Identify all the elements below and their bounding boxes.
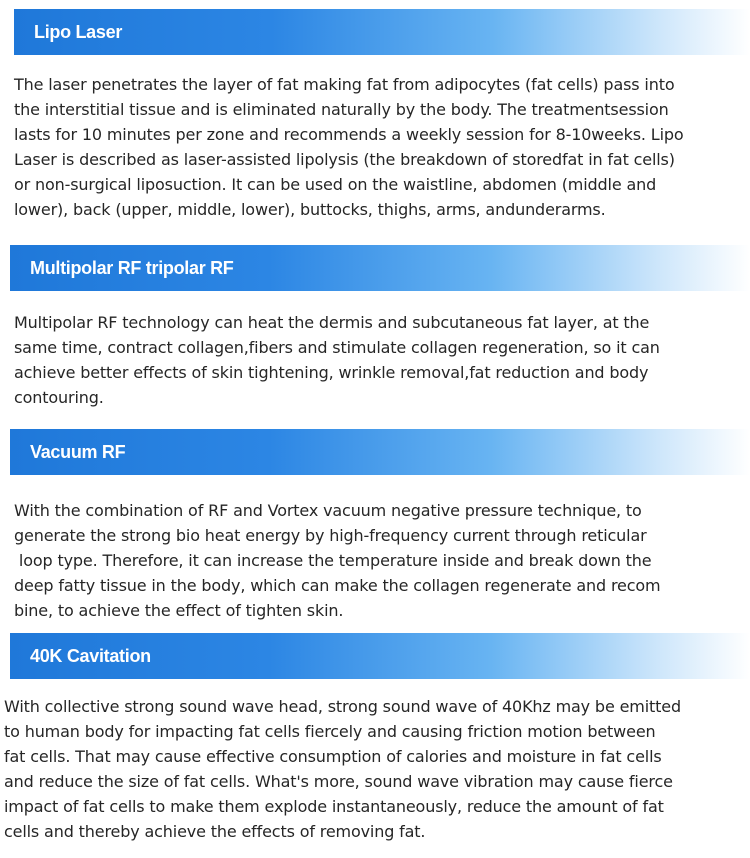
text-line: Laser is described as laser-assisted lipolysis (the breakdown of storedfat in fat cells) (14, 150, 675, 169)
text-line: With the combination of RF and Vortex vacuum negative pressure technique, to (14, 501, 642, 520)
section-banner-lipo-laser (14, 9, 750, 55)
section-banner-40k-cavitation (10, 633, 750, 679)
text-line: same time, contract collagen,fibers and stimulate collagen regeneration, so it can (14, 338, 660, 357)
text-line: the interstitial tissue and is eliminated naturally by the body. The treatmentsession (14, 100, 669, 119)
text-line: fat cells. That may cause effective consumption of calories and moisture in fat cells (4, 747, 662, 766)
text-line: lower), back (upper, middle, lower), buttocks, thighs, arms, andunderarms. (14, 200, 606, 219)
text-line: or non-surgical liposuction. It can be used on the waistline, abdomen (middle and (14, 175, 657, 194)
text-line: lasts for 10 minutes per zone and recommends a weekly session for 8-10weeks. Lipo (14, 125, 684, 144)
text-line: Multipolar RF technology can heat the dermis and subcutaneous fat layer, at the (14, 313, 650, 332)
text-line: bine, to achieve the effect of tighten skin. (14, 601, 344, 620)
text-line: cells and thereby achieve the effects of removing fat. (4, 822, 426, 841)
section-title: Vacuum RF (30, 442, 126, 462)
section-banner-vacuum-rf (10, 429, 750, 475)
section-body-vacuum-rf (14, 498, 744, 623)
text-line: deep fatty tissue in the body, which can make the collagen regenerate and recom (14, 576, 661, 595)
text-line: contouring. (14, 388, 104, 407)
section-body-lipo-laser (14, 72, 744, 222)
text-line: The laser penetrates the layer of fat making fat from adipocytes (fat cells) pass into (14, 75, 675, 94)
text-line: loop type. Therefore, it can increase the temperature inside and break down the (14, 551, 652, 570)
text-line: With collective strong sound wave head, strong sound wave of 40Khz may be emitted (4, 697, 681, 716)
text-line: impact of fat cells to make them explode instantaneously, reduce the amount of fat (4, 797, 664, 816)
section-title: Multipolar RF tripolar RF (30, 258, 234, 278)
text-line: and reduce the size of fat cells. What's more, sound wave vibration may cause fierce (4, 772, 673, 791)
section-body-40k-cavitation (4, 694, 748, 844)
section-title: Lipo Laser (34, 22, 123, 42)
text-line: generate the strong bio heat energy by high-frequency current through reticular (14, 526, 647, 545)
text-line: achieve better effects of skin tightening, wrinkle removal,fat reduction and body (14, 363, 649, 382)
section-title: 40K Cavitation (30, 646, 151, 666)
text-line: to human body for impacting fat cells fiercely and causing friction motion between (4, 722, 656, 741)
section-body-multipolar-rf (14, 310, 744, 410)
section-banner-multipolar-rf (10, 245, 750, 291)
